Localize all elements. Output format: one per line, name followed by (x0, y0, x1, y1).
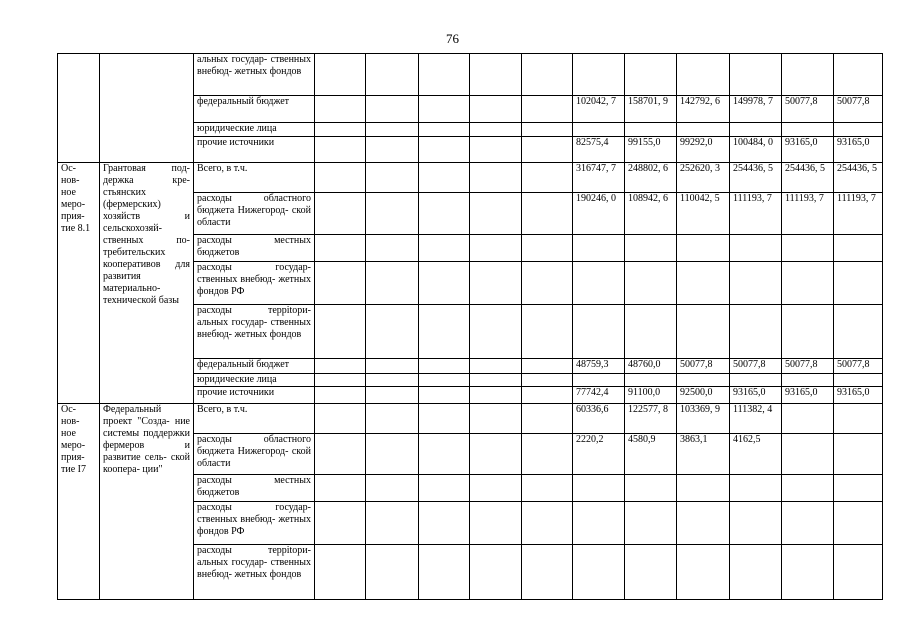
empty-cell (470, 305, 522, 359)
empty-cell (315, 123, 366, 137)
value-cell: 92500,0 (677, 387, 730, 404)
value-cell (625, 262, 677, 305)
empty-cell (366, 434, 419, 475)
source-label: юридические лица (194, 123, 315, 137)
source-label: юридические лица (194, 374, 315, 387)
value-cell (573, 235, 625, 262)
empty-cell (419, 545, 470, 600)
value-cell (730, 545, 782, 600)
empty-cell (419, 163, 470, 193)
value-cell (677, 475, 730, 502)
empty-cell (366, 475, 419, 502)
empty-cell (419, 404, 470, 434)
empty-cell (315, 387, 366, 404)
value-cell (677, 305, 730, 359)
value-cell: 93165,0 (782, 137, 834, 163)
value-cell (782, 54, 834, 96)
value-cell: 93165,0 (834, 137, 883, 163)
value-cell (573, 262, 625, 305)
activity-name: Грантовая под- держка кре- стьянских (фермерских) хозяйств и сельскохозяй- ственных по- требительских кооперативов для развития материально- технической базы (100, 163, 194, 404)
value-cell (782, 502, 834, 545)
empty-cell (470, 359, 522, 374)
value-cell (834, 374, 883, 387)
empty-cell (470, 387, 522, 404)
value-cell (782, 434, 834, 475)
empty-cell (470, 163, 522, 193)
empty-cell (315, 262, 366, 305)
empty-cell (470, 235, 522, 262)
value-cell: 77742,4 (573, 387, 625, 404)
value-cell (782, 374, 834, 387)
value-cell (573, 123, 625, 137)
value-cell: 50077,8 (782, 96, 834, 123)
source-label: прочие источники (194, 387, 315, 404)
value-cell: 103369, 9 (677, 404, 730, 434)
value-cell (677, 502, 730, 545)
value-cell (677, 235, 730, 262)
empty-cell (522, 163, 573, 193)
empty-cell (366, 163, 419, 193)
empty-cell (419, 359, 470, 374)
empty-cell (419, 434, 470, 475)
empty-cell (315, 359, 366, 374)
source-label: федеральный бюджет (194, 96, 315, 123)
empty-cell (470, 123, 522, 137)
empty-cell (522, 123, 573, 137)
empty-cell (522, 387, 573, 404)
empty-cell (470, 54, 522, 96)
value-cell (782, 475, 834, 502)
empty-cell (315, 235, 366, 262)
source-label: Всего, в т.ч. (194, 404, 315, 434)
value-cell (625, 305, 677, 359)
value-cell (834, 545, 883, 600)
value-cell: 122577, 8 (625, 404, 677, 434)
empty-cell (366, 404, 419, 434)
empty-cell (470, 475, 522, 502)
value-cell (677, 123, 730, 137)
value-cell: 93165,0 (834, 387, 883, 404)
empty-cell (522, 96, 573, 123)
value-cell: 2220,2 (573, 434, 625, 475)
value-cell: 102042, 7 (573, 96, 625, 123)
value-cell (730, 54, 782, 96)
activity-code: Ос- нов- ное меро- прия- тие 8.1 (58, 163, 100, 404)
table-row (58, 54, 883, 96)
empty-cell (470, 262, 522, 305)
value-cell (730, 475, 782, 502)
value-cell (573, 54, 625, 96)
value-cell (677, 374, 730, 387)
empty-cell (522, 193, 573, 235)
empty-cell (522, 235, 573, 262)
empty-cell (366, 545, 419, 600)
value-cell (677, 545, 730, 600)
empty-cell (522, 475, 573, 502)
value-cell (573, 502, 625, 545)
value-cell (625, 54, 677, 96)
value-cell (625, 502, 677, 545)
value-cell (625, 123, 677, 137)
empty-cell (315, 545, 366, 600)
value-cell (834, 54, 883, 96)
value-cell: 50077,8 (834, 359, 883, 374)
empty-cell (315, 305, 366, 359)
value-cell (573, 305, 625, 359)
name-cell (100, 54, 194, 163)
source-label: расходы государ- ственных внебюд- жетных фондов РФ (194, 262, 315, 305)
empty-cell (419, 475, 470, 502)
source-label: расходы террitори- альных государ- ственных внебюд- жетных фондов (194, 305, 315, 359)
value-cell: 100484, 0 (730, 137, 782, 163)
value-cell: 111193, 7 (782, 193, 834, 235)
empty-cell (315, 434, 366, 475)
value-cell: 142792, 6 (677, 96, 730, 123)
empty-cell (470, 545, 522, 600)
value-cell: 60336,6 (573, 404, 625, 434)
value-cell (782, 404, 834, 434)
value-cell: 99155,0 (625, 137, 677, 163)
empty-cell (366, 305, 419, 359)
source-label: прочие источники (194, 137, 315, 163)
activity-name: Федеральный проект "Созда- ние системы поддержки фермеров и развитие сель- ской коопера- ции" (100, 404, 194, 600)
empty-cell (470, 404, 522, 434)
value-cell: 254436, 5 (834, 163, 883, 193)
empty-cell (419, 193, 470, 235)
value-cell (573, 545, 625, 600)
value-cell: 158701, 9 (625, 96, 677, 123)
empty-cell (522, 54, 573, 96)
empty-cell (366, 137, 419, 163)
empty-cell (315, 475, 366, 502)
empty-cell (366, 262, 419, 305)
value-cell: 248802, 6 (625, 163, 677, 193)
empty-cell (419, 235, 470, 262)
empty-cell (366, 123, 419, 137)
empty-cell (470, 193, 522, 235)
value-cell (573, 374, 625, 387)
empty-cell (419, 305, 470, 359)
value-cell: 252620, 3 (677, 163, 730, 193)
value-cell: 110042, 5 (677, 193, 730, 235)
value-cell: 111382, 4 (730, 404, 782, 434)
value-cell (782, 123, 834, 137)
empty-cell (522, 404, 573, 434)
value-cell: 48759,3 (573, 359, 625, 374)
value-cell (730, 235, 782, 262)
empty-cell (366, 359, 419, 374)
empty-cell (315, 163, 366, 193)
value-cell: 99292,0 (677, 137, 730, 163)
value-cell: 111193, 7 (834, 193, 883, 235)
empty-cell (366, 374, 419, 387)
code-cell (58, 54, 100, 163)
empty-cell (315, 374, 366, 387)
value-cell: 50077,8 (782, 359, 834, 374)
empty-cell (366, 96, 419, 123)
budget-table (57, 53, 883, 600)
value-cell: 316747, 7 (573, 163, 625, 193)
empty-cell (522, 374, 573, 387)
value-cell: 48760,0 (625, 359, 677, 374)
empty-cell (522, 359, 573, 374)
empty-cell (366, 235, 419, 262)
value-cell (730, 305, 782, 359)
activity-code: Ос- нов- ное меро- прия- тие I7 (58, 404, 100, 600)
value-cell: 111193, 7 (730, 193, 782, 235)
empty-cell (315, 54, 366, 96)
empty-cell (419, 387, 470, 404)
value-cell (834, 262, 883, 305)
value-cell: 254436, 5 (730, 163, 782, 193)
empty-cell (522, 137, 573, 163)
value-cell: 149978, 7 (730, 96, 782, 123)
empty-cell (470, 96, 522, 123)
empty-cell (470, 434, 522, 475)
empty-cell (315, 193, 366, 235)
source-label: расходы областного бюджета Нижегород- ской области (194, 193, 315, 235)
source-label: альных государ- ственных внебюд- жетных фондов (194, 54, 315, 96)
empty-cell (315, 137, 366, 163)
empty-cell (470, 374, 522, 387)
value-cell: 50077,8 (834, 96, 883, 123)
empty-cell (522, 434, 573, 475)
source-label: расходы государ- ственных внебюд- жетных фондов РФ (194, 502, 315, 545)
value-cell (834, 475, 883, 502)
value-cell (573, 475, 625, 502)
value-cell (730, 123, 782, 137)
value-cell: 82575,4 (573, 137, 625, 163)
value-cell (677, 54, 730, 96)
value-cell (730, 374, 782, 387)
empty-cell (522, 545, 573, 600)
value-cell: 3863,1 (677, 434, 730, 475)
value-cell (625, 475, 677, 502)
empty-cell (419, 123, 470, 137)
empty-cell (366, 387, 419, 404)
empty-cell (522, 305, 573, 359)
empty-cell (419, 96, 470, 123)
value-cell (834, 123, 883, 137)
value-cell (782, 545, 834, 600)
value-cell (730, 502, 782, 545)
value-cell: 50077,8 (730, 359, 782, 374)
empty-cell (419, 502, 470, 545)
value-cell: 254436, 5 (782, 163, 834, 193)
value-cell: 4580,9 (625, 434, 677, 475)
source-label: расходы террitори- альных государ- ственных внебюд- жетных фондов (194, 545, 315, 600)
table-row (58, 163, 883, 193)
source-label: Всего, в т.ч. (194, 163, 315, 193)
value-cell: 93165,0 (782, 387, 834, 404)
value-cell (782, 262, 834, 305)
empty-cell (522, 502, 573, 545)
value-cell: 190246, 0 (573, 193, 625, 235)
empty-cell (315, 404, 366, 434)
value-cell: 4162,5 (730, 434, 782, 475)
value-cell (834, 235, 883, 262)
empty-cell (366, 193, 419, 235)
value-cell: 93165,0 (730, 387, 782, 404)
value-cell (834, 404, 883, 434)
empty-cell (419, 137, 470, 163)
value-cell (625, 235, 677, 262)
empty-cell (419, 54, 470, 96)
value-cell (730, 262, 782, 305)
value-cell (625, 545, 677, 600)
empty-cell (470, 502, 522, 545)
value-cell (834, 434, 883, 475)
empty-cell (470, 137, 522, 163)
empty-cell (366, 502, 419, 545)
value-cell: 91100,0 (625, 387, 677, 404)
value-cell (782, 305, 834, 359)
source-label: расходы областного бюджета Нижегород- ской области (194, 434, 315, 475)
value-cell (677, 262, 730, 305)
value-cell (834, 305, 883, 359)
source-label: расходы местных бюджетов (194, 235, 315, 262)
value-cell: 108942, 6 (625, 193, 677, 235)
table-row (58, 404, 883, 434)
empty-cell (315, 502, 366, 545)
empty-cell (419, 262, 470, 305)
empty-cell (315, 96, 366, 123)
source-label: расходы местных бюджетов (194, 475, 315, 502)
empty-cell (366, 54, 419, 96)
value-cell (625, 374, 677, 387)
source-label: федеральный бюджет (194, 359, 315, 374)
empty-cell (419, 374, 470, 387)
empty-cell (522, 262, 573, 305)
value-cell (782, 235, 834, 262)
page-number: 76 (446, 31, 459, 46)
value-cell: 50077,8 (677, 359, 730, 374)
value-cell (834, 502, 883, 545)
